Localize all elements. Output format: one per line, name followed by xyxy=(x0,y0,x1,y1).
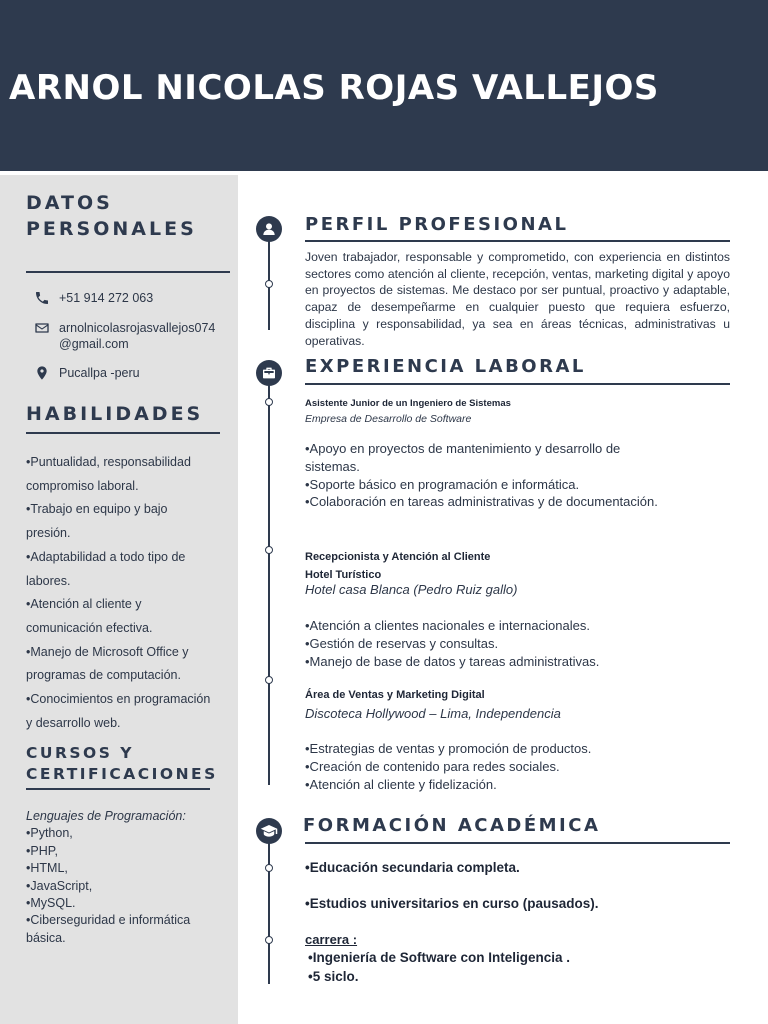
contact-phone xyxy=(34,290,153,306)
skills-line: •Atención al cliente y xyxy=(26,597,142,612)
personal-data-divider xyxy=(26,271,230,273)
career-item: •Ingeniería de Software con Inteligencia . xyxy=(308,950,571,965)
profile-text: Joven trabajador, responsable y comprometido, con experiencia en distintos sectores como atención al cliente, recepción, ventas, marketing digital y apoyo en proyectos de sistemas. Me destaco por ser puntual, proactivo y adaptable, capaz de desempeñarme en cualquier puesto que requiera esfuerzo, disciplina y responsabilidad, ya sea en áreas técnicas, administrativas u operativas. xyxy=(305,250,730,348)
candidate-name: ARNOL NICOLAS ROJAS VALLEJOS xyxy=(9,68,659,108)
skills-line: •Trabajo en equipo y bajo xyxy=(26,502,168,517)
skills-line: labores. xyxy=(26,573,71,588)
job-bullet: •Soporte básico en programación e informática. xyxy=(305,476,580,492)
job-bullets xyxy=(305,740,730,793)
timeline-dot xyxy=(265,864,273,872)
profile-divider xyxy=(305,240,730,242)
timeline-dot xyxy=(265,936,273,944)
education-section-marker xyxy=(256,818,282,844)
personal-data-title-line-1: DATOS xyxy=(26,192,113,214)
job-title: Asistente Junior de un Ingeniero de Sistemas xyxy=(305,398,511,409)
experience-divider xyxy=(305,383,730,385)
experience-title: EXPERIENCIA LABORAL xyxy=(305,356,586,377)
job-title-line: Hotel Turístico xyxy=(305,569,382,581)
contact-location xyxy=(34,365,140,381)
skills-line: •Manejo de Microsoft Office y xyxy=(26,644,189,659)
graduation-cap-icon xyxy=(260,822,278,840)
timeline-dot xyxy=(265,280,273,288)
skills-line: y desarrollo web. xyxy=(26,715,121,730)
job-bullet: •Colaboración en tareas administrativas y de documentación. xyxy=(305,494,658,510)
personal-data-title xyxy=(26,190,197,242)
job-title-line: Recepcionista y Atención al Cliente xyxy=(305,551,491,563)
profile-title: PERFIL PROFESIONAL xyxy=(305,214,569,235)
location-text: Pucallpa -peru xyxy=(59,366,140,380)
job-bullet: •Creación de contenido para redes sociales. xyxy=(305,758,560,774)
skills-line: presión. xyxy=(26,526,71,541)
courses-intro: Lenguajes de Programación: xyxy=(26,809,186,823)
skills-line: •Adaptabilidad a todo tipo de xyxy=(26,549,186,564)
email-address[interactable] xyxy=(59,320,215,352)
email-line-2: @gmail.com xyxy=(59,337,129,351)
skills-line: comunicación efectiva. xyxy=(26,620,153,635)
skills-line: •Puntualidad, responsabilidad xyxy=(26,455,191,469)
experience-section-marker xyxy=(256,360,282,386)
timeline-dot xyxy=(265,398,273,406)
timeline-education xyxy=(268,836,270,984)
timeline-dot xyxy=(265,546,273,554)
course-item: •Python, xyxy=(26,826,73,841)
education-item: •Educación secundaria completa. xyxy=(305,860,520,875)
job-bullet: •Gestión de reservas y consultas. xyxy=(305,635,499,651)
briefcase-icon xyxy=(261,365,277,381)
profile-section-marker xyxy=(256,216,282,242)
phone-number: +51 914 272 063 xyxy=(59,291,154,305)
course-item: •PHP, xyxy=(26,843,58,858)
courses-divider xyxy=(26,788,210,790)
job-bullet: •Manejo de base de datos y tareas administrativas. xyxy=(305,653,600,669)
personal-data-title-line-2: PERSONALES xyxy=(26,218,197,240)
career-label: carrera : xyxy=(305,932,358,947)
location-pin-icon xyxy=(34,365,50,381)
email-icon xyxy=(34,320,50,336)
job-bullet: •Apoyo en proyectos de mantenimiento y desarrollo de xyxy=(305,441,621,456)
job-bullet: •Estrategias de ventas y promoción de productos. xyxy=(305,741,592,756)
job-company: Empresa de Desarrollo de Software xyxy=(305,413,472,425)
job-bullet: •Atención a clientes nacionales e internacionales. xyxy=(305,618,590,633)
courses-title-line-1: CURSOS Y xyxy=(26,744,135,762)
course-item: •MySQL. xyxy=(26,896,76,911)
courses-title xyxy=(26,743,218,785)
job-company: Hotel casa Blanca (Pedro Ruiz gallo) xyxy=(305,582,518,597)
job-bullets xyxy=(305,617,730,670)
course-item: •HTML, xyxy=(26,861,68,876)
course-item: •JavaScript, xyxy=(26,878,93,893)
timeline-dot xyxy=(265,676,273,684)
user-icon xyxy=(261,221,277,237)
job-bullet: •Atención al cliente y fidelización. xyxy=(305,776,497,792)
phone-icon xyxy=(34,290,50,306)
job-bullet: sistemas. xyxy=(305,458,360,474)
skills-title: HABILIDADES xyxy=(26,403,204,425)
contact-email xyxy=(34,320,215,352)
job-title: Área de Ventas y Marketing Digital xyxy=(305,689,485,701)
job-company: Discoteca Hollywood – Lima, Independencia xyxy=(305,706,561,721)
header-banner xyxy=(0,0,768,171)
education-item: •Estudios universitarios en curso (pausados). xyxy=(305,896,599,911)
course-item: •Ciberseguridad e informática xyxy=(26,913,191,928)
education-title: FORMACIÓN ACADÉMICA xyxy=(303,815,601,836)
job-title xyxy=(305,548,490,584)
timeline-experience xyxy=(268,375,270,785)
course-item: básica. xyxy=(26,930,66,945)
skills-divider xyxy=(26,432,220,434)
email-line-1: arnolnicolasrojasvallejos074 xyxy=(59,321,216,335)
courses-title-line-2: CERTIFICACIONES xyxy=(26,765,218,783)
courses-list xyxy=(26,808,231,947)
education-divider xyxy=(305,842,730,844)
skills-line: programas de computación. xyxy=(26,668,181,683)
skills-line: •Conocimientos en programación xyxy=(26,692,211,707)
career-item: •5 siclo. xyxy=(308,969,359,984)
job-bullets xyxy=(305,440,730,511)
skills-line: compromiso laboral. xyxy=(26,478,139,493)
skills-list xyxy=(26,451,231,735)
